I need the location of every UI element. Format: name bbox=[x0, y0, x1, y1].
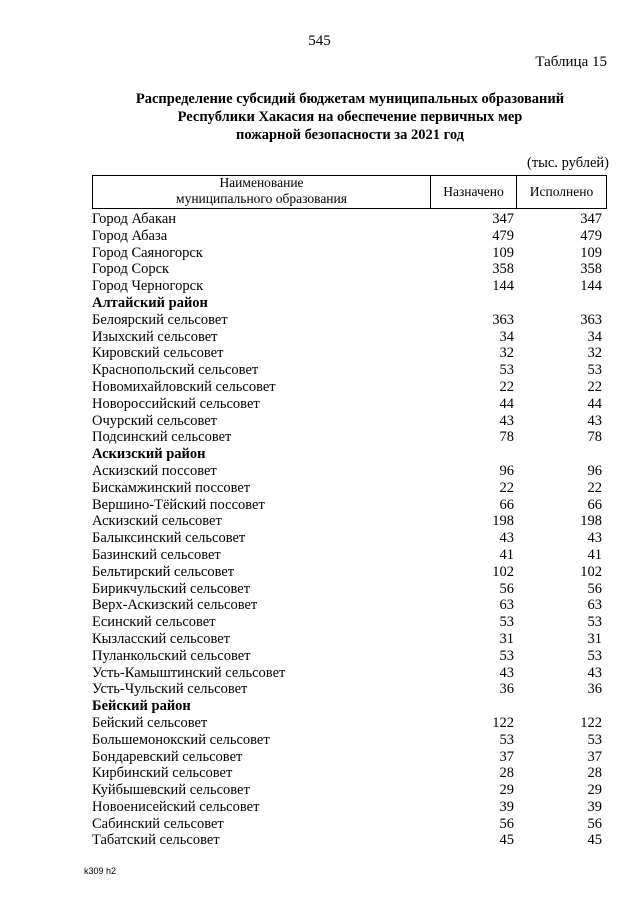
assigned-value: 34 bbox=[499, 328, 514, 345]
executed-value: 28 bbox=[587, 765, 602, 782]
municipality-name: Бейский сельсовет bbox=[92, 714, 208, 731]
table-row bbox=[92, 832, 607, 849]
document-title bbox=[60, 90, 639, 144]
table-row bbox=[92, 799, 607, 816]
district-header-row bbox=[92, 295, 607, 312]
table-label: Таблица 15 bbox=[535, 54, 607, 70]
units-label: (тыс. рублей) bbox=[527, 155, 609, 171]
municipality-name: Новоенисейский сельсовет bbox=[92, 798, 260, 815]
municipality-name: Кирбинский сельсовет bbox=[92, 765, 233, 782]
executed-value: 347 bbox=[580, 211, 602, 227]
municipality-name: Изыхский сельсовет bbox=[92, 328, 218, 345]
executed-value: 43 bbox=[587, 530, 602, 547]
municipality-name: Усть-Камыштинский сельсовет bbox=[92, 664, 286, 681]
executed-value: 198 bbox=[580, 513, 602, 530]
municipality-name: Город Саяногорск bbox=[92, 244, 203, 261]
table-row bbox=[92, 261, 607, 278]
municipality-name: Есинский сельсовет bbox=[92, 614, 216, 631]
assigned-value: 41 bbox=[499, 546, 514, 563]
table-row bbox=[92, 480, 607, 497]
assigned-value: 45 bbox=[499, 832, 514, 849]
executed-value: 22 bbox=[587, 378, 602, 395]
assigned-value: 53 bbox=[499, 362, 514, 379]
executed-value: 22 bbox=[587, 479, 602, 496]
executed-value: 31 bbox=[587, 630, 602, 647]
title-line: Республики Хакасия на обеспечение первичных мер bbox=[177, 109, 523, 125]
executed-value: 45 bbox=[587, 832, 602, 849]
assigned-value: 31 bbox=[499, 630, 514, 647]
assigned-value: 66 bbox=[499, 496, 514, 513]
municipality-name: Город Черногорск bbox=[92, 278, 204, 295]
executed-value: 358 bbox=[580, 261, 602, 278]
assigned-value: 22 bbox=[499, 378, 514, 395]
table-row bbox=[92, 547, 607, 564]
assigned-value: 53 bbox=[499, 647, 514, 664]
table-row bbox=[92, 463, 607, 480]
assigned-value: 144 bbox=[492, 278, 514, 295]
municipality-name: Город Абакан bbox=[92, 211, 177, 227]
executed-value: 53 bbox=[587, 362, 602, 379]
assigned-value: 198 bbox=[492, 513, 514, 530]
assigned-value: 36 bbox=[499, 681, 514, 698]
assigned-value: 43 bbox=[499, 530, 514, 547]
municipality-name: Бирикчульский сельсовет bbox=[92, 580, 251, 597]
table-row bbox=[92, 564, 607, 581]
executed-value: 66 bbox=[587, 496, 602, 513]
municipality-name: Бискамжинский поссовет bbox=[92, 479, 251, 496]
municipality-name: Кировский сельсовет bbox=[92, 345, 224, 362]
executed-value: 44 bbox=[587, 395, 602, 412]
executed-value: 43 bbox=[587, 412, 602, 429]
table-header bbox=[92, 175, 607, 209]
executed-value: 56 bbox=[587, 815, 602, 832]
municipality-name: Новороссийский сельсовет bbox=[92, 395, 260, 412]
column-header-executed: Исполнено bbox=[529, 184, 594, 199]
table-row bbox=[92, 211, 607, 228]
executed-value: 37 bbox=[587, 748, 602, 765]
municipality-name: Базинский сельсовет bbox=[92, 546, 221, 563]
column-header-name bbox=[93, 176, 431, 208]
assigned-value: 32 bbox=[499, 345, 514, 362]
table-row bbox=[92, 228, 607, 245]
table-row bbox=[92, 362, 607, 379]
municipality-name: Новомихайловский сельсовет bbox=[92, 378, 276, 395]
executed-value: 53 bbox=[587, 614, 602, 631]
table-row bbox=[92, 631, 607, 648]
table-row bbox=[92, 396, 607, 413]
municipality-name: Пуланкольский сельсовет bbox=[92, 647, 251, 664]
executed-value: 36 bbox=[587, 681, 602, 698]
table-row bbox=[92, 749, 607, 766]
executed-value: 102 bbox=[580, 563, 602, 580]
table-row bbox=[92, 665, 607, 682]
assigned-value: 63 bbox=[499, 597, 514, 614]
executed-value: 34 bbox=[587, 328, 602, 345]
executed-value: 32 bbox=[587, 345, 602, 362]
district-header-row bbox=[92, 446, 607, 463]
assigned-value: 39 bbox=[499, 798, 514, 815]
table-row bbox=[92, 681, 607, 698]
municipality-name: Город Абаза bbox=[92, 227, 168, 244]
assigned-value: 96 bbox=[499, 462, 514, 479]
table-row bbox=[92, 345, 607, 362]
assigned-value: 109 bbox=[492, 244, 514, 261]
table-row bbox=[92, 245, 607, 262]
assigned-value: 44 bbox=[499, 395, 514, 412]
municipality-name: Бельтирский сельсовет bbox=[92, 563, 235, 580]
executed-value: 363 bbox=[580, 311, 602, 328]
table-row bbox=[92, 497, 607, 514]
assigned-value: 56 bbox=[499, 580, 514, 597]
executed-value: 41 bbox=[587, 546, 602, 563]
table-row bbox=[92, 413, 607, 430]
municipality-name: Подсинский сельсовет bbox=[92, 429, 232, 446]
district-name: Алтайский район bbox=[92, 294, 208, 311]
assigned-value: 102 bbox=[492, 563, 514, 580]
executed-value: 78 bbox=[587, 429, 602, 446]
table-row bbox=[92, 530, 607, 547]
assigned-value: 358 bbox=[492, 261, 514, 278]
assigned-value: 347 bbox=[492, 211, 514, 227]
table-row bbox=[92, 329, 607, 346]
table-row bbox=[92, 765, 607, 782]
table-row bbox=[92, 429, 607, 446]
executed-value: 39 bbox=[587, 798, 602, 815]
municipality-name: Куйбышевский сельсовет bbox=[92, 782, 250, 799]
table-row bbox=[92, 648, 607, 665]
executed-value: 29 bbox=[587, 782, 602, 799]
footer-code: k309 h2 bbox=[84, 866, 117, 876]
table-row bbox=[92, 614, 607, 631]
assigned-value: 53 bbox=[499, 614, 514, 631]
executed-value: 53 bbox=[587, 731, 602, 748]
assigned-value: 29 bbox=[499, 782, 514, 799]
assigned-value: 43 bbox=[499, 664, 514, 681]
table-row bbox=[92, 816, 607, 833]
column-header-name-line1: Наименование bbox=[219, 175, 304, 190]
municipality-name: Верх-Аскизский сельсовет bbox=[92, 597, 258, 614]
table-row bbox=[92, 782, 607, 799]
assigned-value: 56 bbox=[499, 815, 514, 832]
executed-value: 144 bbox=[580, 278, 602, 295]
municipality-name: Сабинский сельсовет bbox=[92, 815, 224, 832]
municipality-name: Кызласский сельсовет bbox=[92, 630, 230, 647]
assigned-value: 363 bbox=[492, 311, 514, 328]
title-line: пожарной безопасности за 2021 год bbox=[235, 127, 465, 143]
district-name: Бейский район bbox=[92, 698, 191, 715]
title-line: Распределение субсидий бюджетам муниципальных образований bbox=[135, 91, 565, 107]
table-row bbox=[92, 379, 607, 396]
assigned-value: 479 bbox=[492, 227, 514, 244]
municipality-name: Очурский сельсовет bbox=[92, 412, 218, 429]
municipality-name: Усть-Чульский сельсовет bbox=[92, 681, 248, 698]
executed-value: 122 bbox=[580, 714, 602, 731]
table-row bbox=[92, 732, 607, 749]
executed-value: 43 bbox=[587, 664, 602, 681]
municipality-name: Вершино-Тёйский поссовет bbox=[92, 496, 265, 513]
table-row bbox=[92, 312, 607, 329]
table-row bbox=[92, 715, 607, 732]
executed-value: 96 bbox=[587, 462, 602, 479]
assigned-value: 37 bbox=[499, 748, 514, 765]
executed-value: 63 bbox=[587, 597, 602, 614]
municipality-name: Большемонокский сельсовет bbox=[92, 731, 270, 748]
table-row bbox=[92, 513, 607, 530]
table-row bbox=[92, 597, 607, 614]
executed-value: 479 bbox=[580, 227, 602, 244]
assigned-value: 22 bbox=[499, 479, 514, 496]
district-header-row bbox=[92, 698, 607, 715]
municipality-name: Аскизский сельсовет bbox=[92, 513, 222, 530]
assigned-value: 78 bbox=[499, 429, 514, 446]
executed-value: 109 bbox=[580, 244, 602, 261]
municipality-name: Город Сорск bbox=[92, 261, 170, 278]
assigned-value: 43 bbox=[499, 412, 514, 429]
municipality-name: Бондаревский сельсовет bbox=[92, 748, 243, 765]
executed-value: 56 bbox=[587, 580, 602, 597]
municipality-name: Балыксинский сельсовет bbox=[92, 530, 246, 547]
municipality-name: Белоярский сельсовет bbox=[92, 311, 228, 328]
assigned-value: 122 bbox=[492, 714, 514, 731]
district-name: Аскизский район bbox=[92, 446, 206, 463]
assigned-value: 53 bbox=[499, 731, 514, 748]
assigned-value: 28 bbox=[499, 765, 514, 782]
executed-value: 53 bbox=[587, 647, 602, 664]
municipality-name: Аскизский поссовет bbox=[92, 462, 217, 479]
municipality-name: Табатский сельсовет bbox=[92, 832, 220, 849]
table-row bbox=[92, 581, 607, 598]
municipality-name: Краснопольский сельсовет bbox=[92, 362, 259, 379]
column-header-name-line2: муниципального образования bbox=[176, 191, 347, 206]
table-body bbox=[92, 211, 607, 849]
page-number: 545 bbox=[308, 33, 331, 49]
column-header-assigned: Назначено bbox=[431, 176, 517, 208]
table-row bbox=[92, 278, 607, 295]
